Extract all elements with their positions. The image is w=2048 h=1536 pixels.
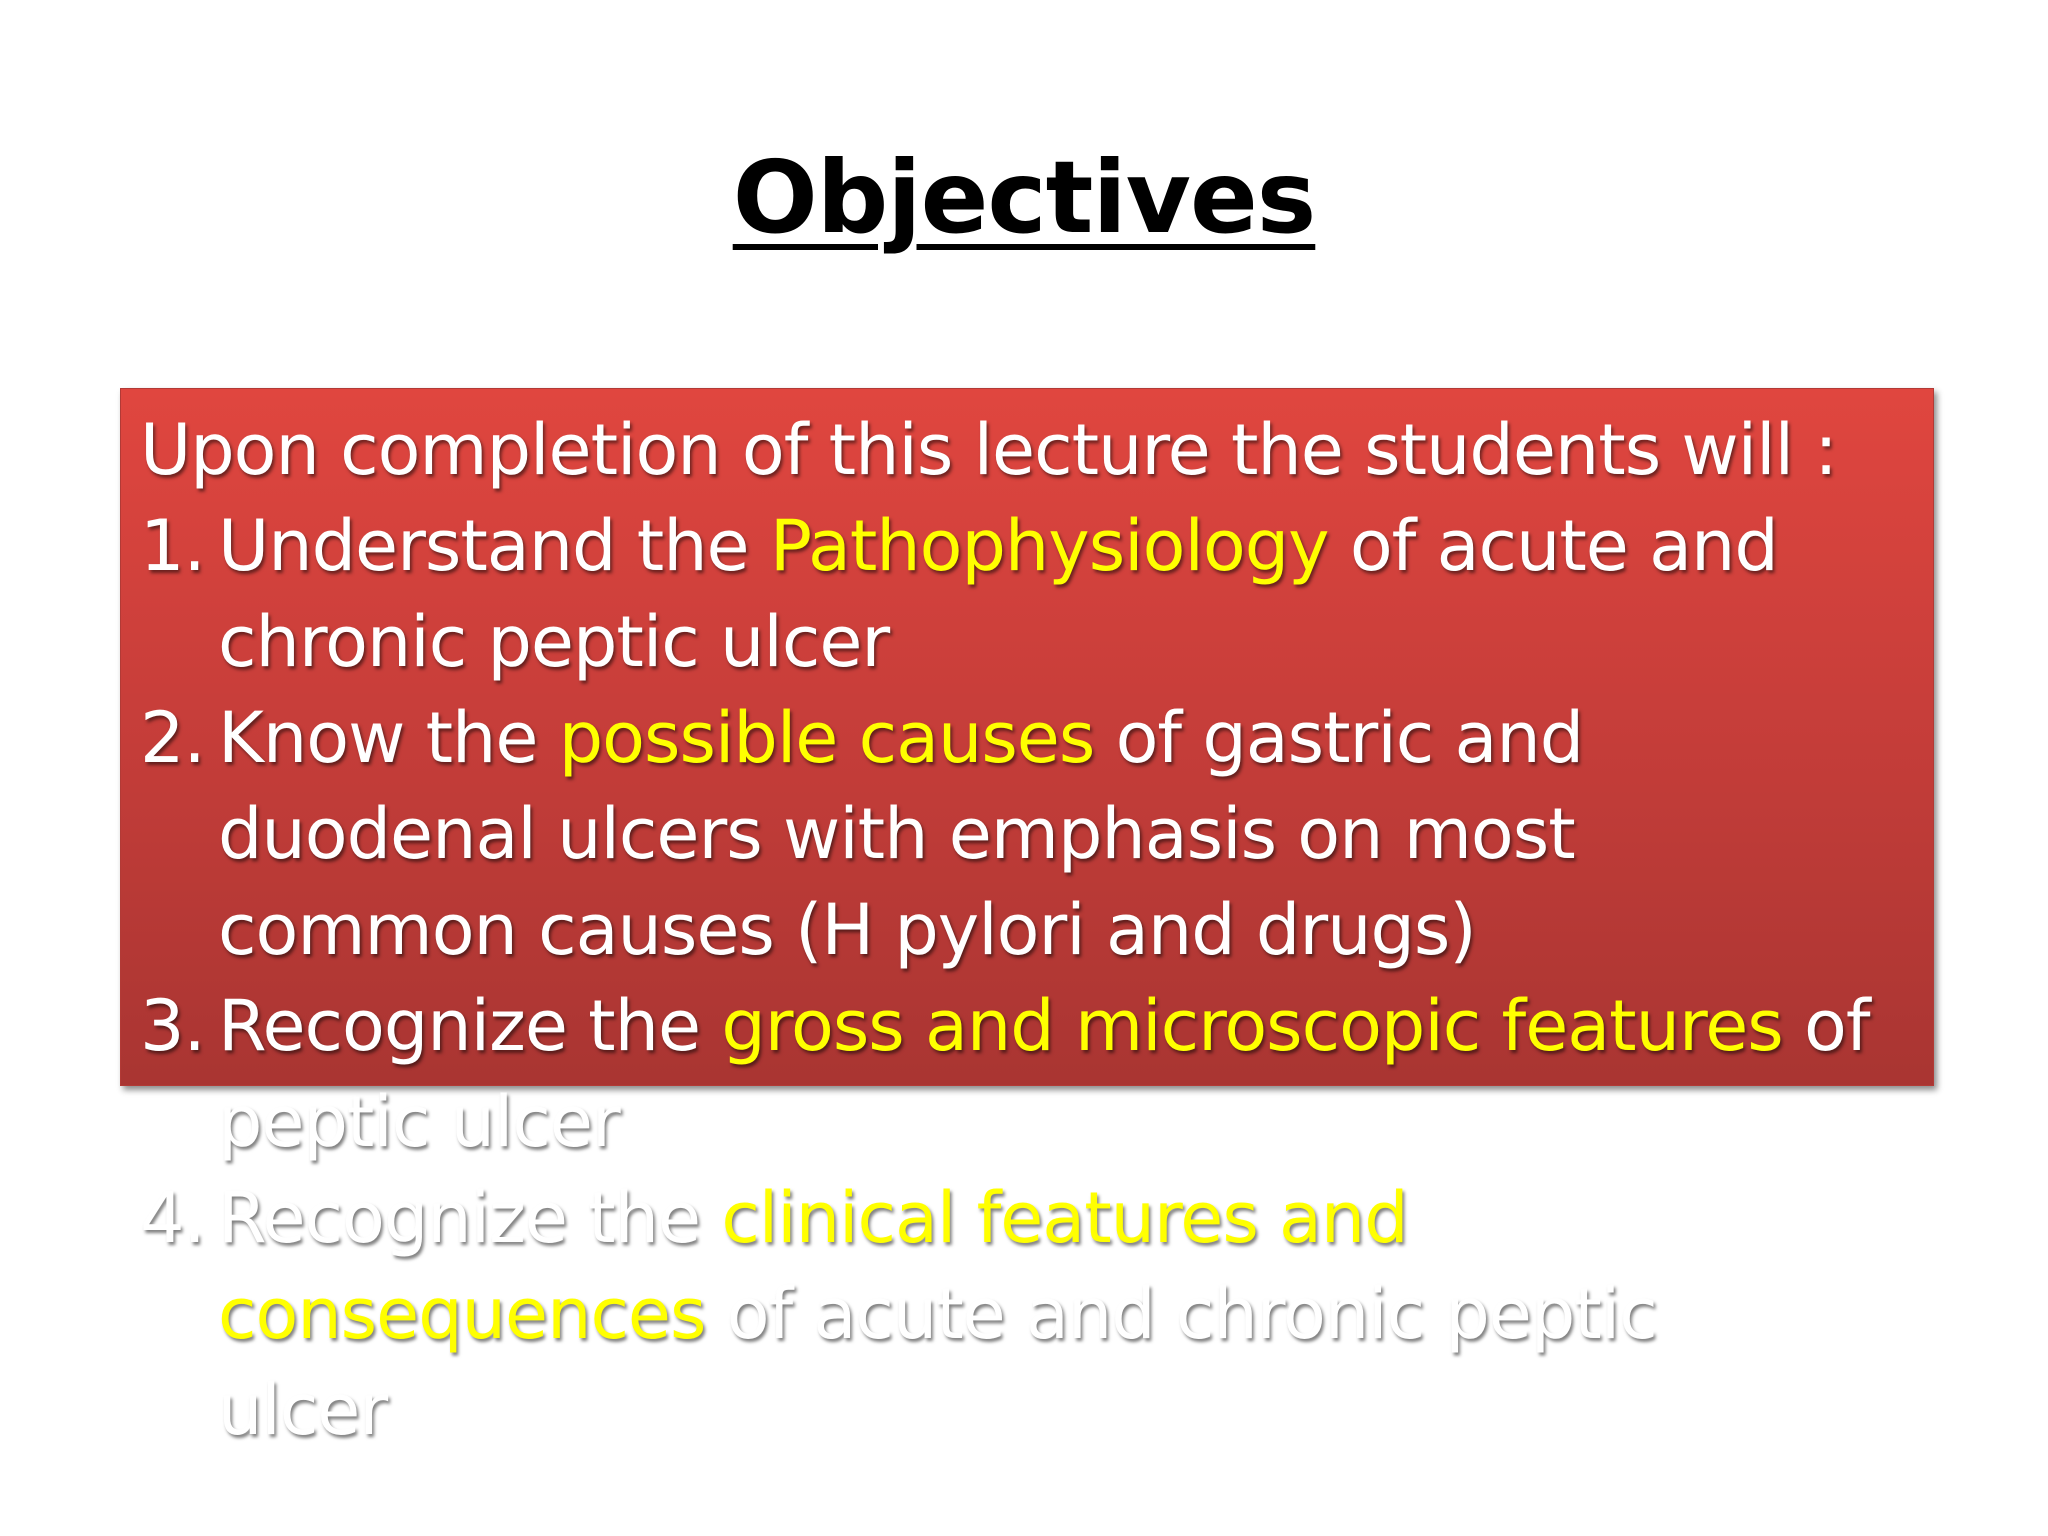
intro-text: Upon completion of this lecture the students will : xyxy=(140,409,1837,491)
item-text-before: Know the xyxy=(218,697,559,779)
item-text-after: of peptic ulcer xyxy=(218,985,1870,1163)
item-number: 3. xyxy=(140,985,205,1067)
slide-title xyxy=(0,138,2048,258)
objective-item-2 xyxy=(140,690,1778,978)
item-highlight: clinical features and consequences xyxy=(218,1177,1408,1355)
objective-item-3 xyxy=(140,978,1918,1170)
item-text-before: Understand the xyxy=(218,505,770,587)
item-highlight: gross and microscopic features xyxy=(721,985,1783,1067)
item-highlight: Pathophysiology xyxy=(769,505,1329,587)
item-text-before: Recognize the xyxy=(218,1177,722,1259)
item-number: 1. xyxy=(140,505,205,587)
item-text-before: Recognize the xyxy=(218,985,722,1067)
objective-item-1 xyxy=(140,498,2020,690)
title-text: Objectives xyxy=(732,139,1316,256)
item-text-after: of acute and chronic peptic ulcer xyxy=(218,505,1778,683)
objective-item-4 xyxy=(140,1170,1738,1458)
item-number: 2. xyxy=(140,697,205,779)
objectives-content xyxy=(140,402,2020,1458)
item-number: 4. xyxy=(140,1177,205,1259)
item-highlight: possible causes xyxy=(558,697,1095,779)
item-text-after: of acute and chronic peptic ulcer xyxy=(218,1273,1657,1451)
item-text-after: of gastric and duodenal ulcers with emphasis on most common causes (H pylori and drugs) xyxy=(218,697,1584,971)
